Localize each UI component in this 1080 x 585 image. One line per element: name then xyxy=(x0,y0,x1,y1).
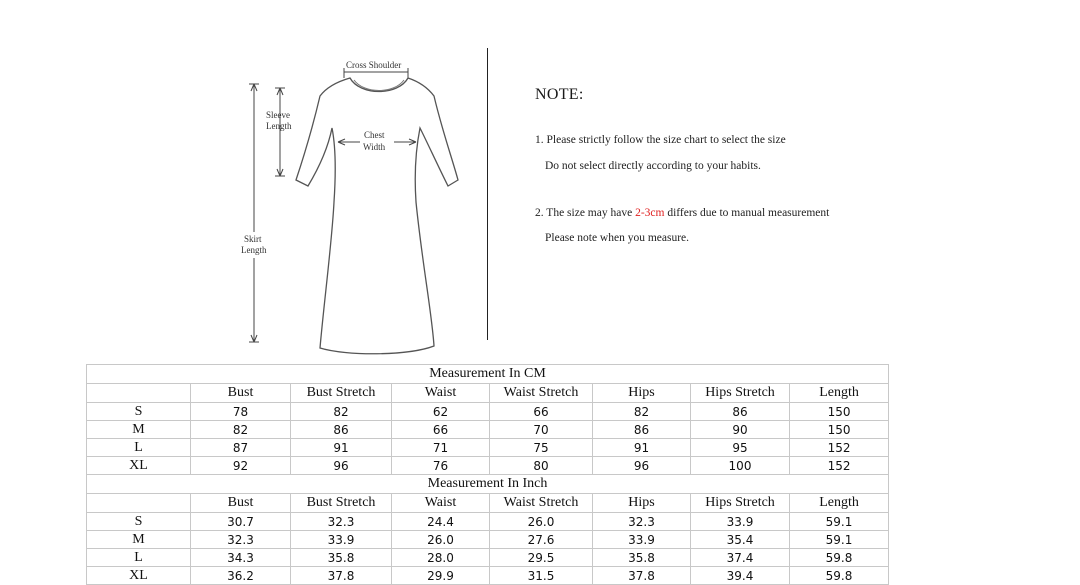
table-cell: 87 xyxy=(191,439,291,457)
table-row xyxy=(87,439,889,457)
table-cell: 35.8 xyxy=(593,549,691,567)
neckline xyxy=(354,80,404,91)
table-row xyxy=(87,549,889,567)
table-cell: 27.6 xyxy=(490,531,593,549)
dress-diagram xyxy=(228,52,478,358)
table-row xyxy=(87,513,889,531)
dress-outline xyxy=(296,78,458,354)
chest-label-line2: Width xyxy=(363,142,386,152)
chest-label-line1: Chest xyxy=(364,130,385,140)
table-cell: 90 xyxy=(691,421,790,439)
table-cell: 29.9 xyxy=(392,567,490,585)
table-caption-row-inch xyxy=(87,475,889,494)
column-header: Hips Stretch xyxy=(691,384,790,403)
table-cell: 150 xyxy=(790,421,889,439)
table-cell: 32.3 xyxy=(593,513,691,531)
column-header: Bust xyxy=(191,494,291,513)
table-cell: 59.8 xyxy=(790,567,889,585)
table-caption-cm: Measurement In CM xyxy=(87,365,889,384)
skirt-label-line1: Skirt xyxy=(244,234,262,244)
table-row xyxy=(87,457,889,475)
table-cell: 82 xyxy=(291,403,392,421)
size-chart xyxy=(86,364,888,585)
column-header: Bust Stretch xyxy=(291,384,392,403)
table-cell: 96 xyxy=(593,457,691,475)
table-cell: 59.1 xyxy=(790,531,889,549)
sleeve-label-line2: Length xyxy=(266,121,292,131)
table-cell: 26.0 xyxy=(490,513,593,531)
size-label: XL xyxy=(87,457,191,475)
column-header: Waist Stretch xyxy=(490,384,593,403)
table-cell: 30.7 xyxy=(191,513,291,531)
table-cell: 33.9 xyxy=(593,531,691,549)
size-label: XL xyxy=(87,567,191,585)
table-cell: 92 xyxy=(191,457,291,475)
table-cell: 32.3 xyxy=(191,531,291,549)
table-cell: 37.8 xyxy=(593,567,691,585)
note-line-3-start: 2. The size may have xyxy=(535,207,636,219)
table-cell: 32.3 xyxy=(291,513,392,531)
table-cell: 33.9 xyxy=(691,513,790,531)
table-cell: 34.3 xyxy=(191,549,291,567)
sleeve-length-measure xyxy=(275,88,285,176)
column-header: Waist Stretch xyxy=(490,494,593,513)
column-header: Hips xyxy=(593,384,691,403)
skirt-length-measure xyxy=(249,84,259,342)
table-cell: 80 xyxy=(490,457,593,475)
column-header: Bust Stretch xyxy=(291,494,392,513)
size-table xyxy=(86,364,889,585)
skirt-label-line2: Length xyxy=(241,245,267,255)
note-line-4: Please note when you measure. xyxy=(545,232,690,244)
table-cell: 96 xyxy=(291,457,392,475)
table-cell: 66 xyxy=(392,421,490,439)
size-label: L xyxy=(87,439,191,457)
table-cell: 39.4 xyxy=(691,567,790,585)
column-header xyxy=(87,494,191,513)
table-cell: 59.8 xyxy=(790,549,889,567)
table-caption-row-cm xyxy=(87,365,889,384)
note-line-3-end: differs due to manual measurement xyxy=(664,207,830,219)
table-cell: 86 xyxy=(593,421,691,439)
note-highlight: 2-3cm xyxy=(635,207,665,219)
column-header xyxy=(87,384,191,403)
table-header-row xyxy=(87,494,889,513)
table-cell: 78 xyxy=(191,403,291,421)
table-caption-inch: Measurement In Inch xyxy=(87,475,889,494)
table-cell: 66 xyxy=(490,403,593,421)
cross-shoulder-label: Cross Shoulder xyxy=(346,60,402,70)
table-cell: 31.5 xyxy=(490,567,593,585)
table-cell: 95 xyxy=(691,439,790,457)
table-cell: 24.4 xyxy=(392,513,490,531)
table-cell: 26.0 xyxy=(392,531,490,549)
size-label: M xyxy=(87,421,191,439)
column-header: Hips Stretch xyxy=(691,494,790,513)
note-line-3 xyxy=(535,207,829,219)
size-label: M xyxy=(87,531,191,549)
column-header: Bust xyxy=(191,384,291,403)
note-line-1: 1. Please strictly follow the size chart to select the size xyxy=(535,134,786,146)
table-cell: 86 xyxy=(691,403,790,421)
column-header: Waist xyxy=(392,494,490,513)
table-cell: 91 xyxy=(593,439,691,457)
table-cell: 82 xyxy=(191,421,291,439)
note-line-2: Do not select directly according to your habits. xyxy=(545,160,761,172)
column-header: Hips xyxy=(593,494,691,513)
table-cell: 59.1 xyxy=(790,513,889,531)
size-label: S xyxy=(87,403,191,421)
note-title: NOTE: xyxy=(535,86,584,103)
table-cell: 33.9 xyxy=(291,531,392,549)
table-cell: 70 xyxy=(490,421,593,439)
table-cell: 62 xyxy=(392,403,490,421)
table-row xyxy=(87,403,889,421)
table-cell: 28.0 xyxy=(392,549,490,567)
table-cell: 76 xyxy=(392,457,490,475)
size-label: L xyxy=(87,549,191,567)
table-cell: 35.8 xyxy=(291,549,392,567)
table-cell: 152 xyxy=(790,457,889,475)
table-header-row xyxy=(87,384,889,403)
table-row xyxy=(87,531,889,549)
sleeve-label-line1: Sleeve xyxy=(266,110,290,120)
table-cell: 86 xyxy=(291,421,392,439)
table-cell: 75 xyxy=(490,439,593,457)
table-cell: 36.2 xyxy=(191,567,291,585)
table-cell: 37.4 xyxy=(691,549,790,567)
vertical-divider xyxy=(487,48,488,340)
table-cell: 35.4 xyxy=(691,531,790,549)
column-header: Length xyxy=(790,494,889,513)
table-row xyxy=(87,421,889,439)
table-cell: 150 xyxy=(790,403,889,421)
table-cell: 82 xyxy=(593,403,691,421)
column-header: Length xyxy=(790,384,889,403)
table-cell: 71 xyxy=(392,439,490,457)
table-cell: 29.5 xyxy=(490,549,593,567)
size-label: S xyxy=(87,513,191,531)
table-cell: 100 xyxy=(691,457,790,475)
column-header: Waist xyxy=(392,384,490,403)
table-cell: 37.8 xyxy=(291,567,392,585)
table-cell: 91 xyxy=(291,439,392,457)
table-row xyxy=(87,567,889,585)
table-cell: 152 xyxy=(790,439,889,457)
